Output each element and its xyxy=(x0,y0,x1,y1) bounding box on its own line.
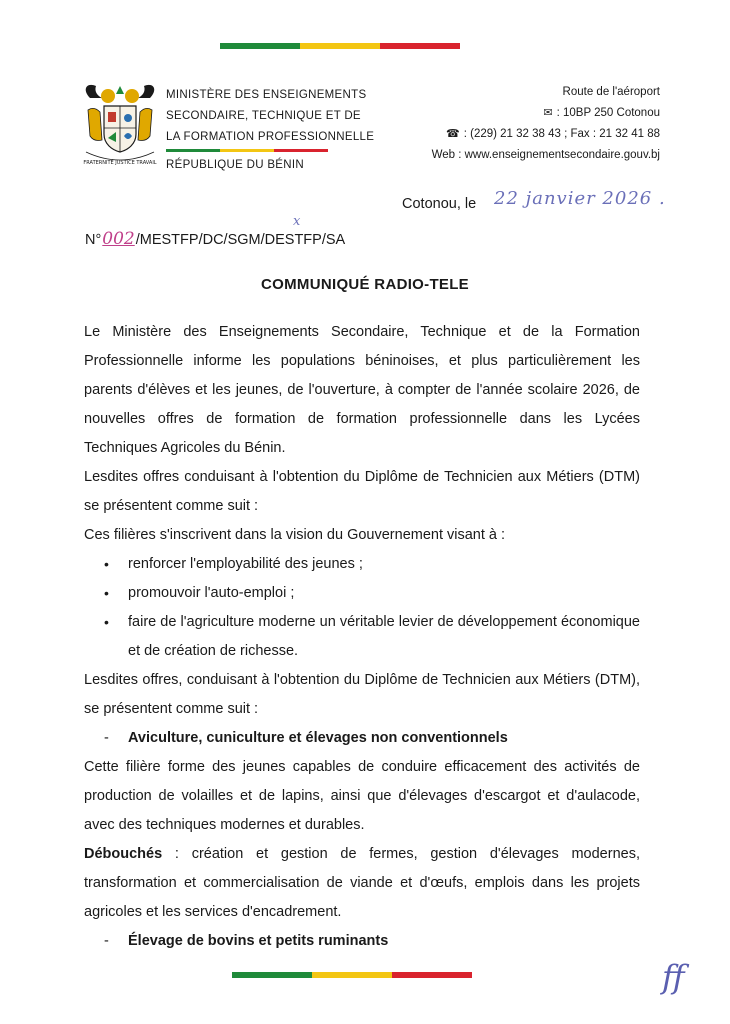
paragraph-offers-repeat: Lesdites offres, conduisant à l'obtention du Diplôme de Technicien aux Métiers (DTM), se présentent comme suit : xyxy=(84,672,640,717)
flag-stripe-bottom xyxy=(232,972,472,978)
list-item: • promouvoir l'auto-emploi ; xyxy=(84,579,640,608)
filiere-heading-2: - Élevage de bovins et petits ruminants xyxy=(84,927,640,956)
list-item: • renforcer l'employabilité des jeunes ; xyxy=(84,550,640,579)
handwritten-date: 22 janvier 2026 . xyxy=(494,188,666,209)
reference-handwritten-number: 002 xyxy=(102,229,135,249)
ministry-flag-stripe xyxy=(166,149,328,152)
coat-of-arms-emblem xyxy=(80,80,160,170)
reference-suffix: /MESTFP/DC/SGM/DESTFP/SA xyxy=(135,232,346,248)
ministry-line-2: SECONDAIRE, TECHNIQUE ET DE xyxy=(166,110,361,122)
contact-block xyxy=(432,82,660,166)
filiere-heading-1: - Aviculture, cuniculture et élevages non conventionnels xyxy=(84,724,640,753)
document-body xyxy=(84,318,640,956)
paragraph-intro: Le Ministère des Enseignements Secondaire, Technique et de la Formation Professionnelle informe les populations béninoises, et plus particulièrement les parents d'élèves et les jeunes, de l'ouverture, à compter de l'année scolaire 2026, de nouvelles offres de formation de formation professionnelle dans les Lycées Techniques Agricoles du Bénin. xyxy=(84,324,640,456)
mailbox-icon: ✉ xyxy=(543,107,553,119)
debouches-label: Débouchés xyxy=(84,846,163,862)
debouches-text: : création et gestion de fermes, gestion d'élevages modernes, transformation et commercialisation de viande et d'œufs, emplois dans les projets agricoles et les services d'encadrement. xyxy=(84,846,640,920)
reference-prefix: N° xyxy=(85,232,102,248)
reference-number xyxy=(85,229,345,249)
document-title: COMMUNIQUÉ RADIO-TELE xyxy=(261,276,469,293)
contact-po-box: : 10BP 250 Cotonou xyxy=(556,107,660,119)
dateline-place: Cotonou, le xyxy=(402,196,477,212)
contact-phone-fax: : (229) 21 32 38 43 ; Fax : 21 32 41 88 xyxy=(463,128,660,140)
paragraph-debouches xyxy=(84,840,640,927)
republic-name: RÉPUBLIQUE DU BÉNIN xyxy=(166,159,304,171)
ministry-name-block xyxy=(166,85,374,176)
handwritten-mark: x xyxy=(293,214,301,229)
contact-address: Route de l'aéroport xyxy=(562,86,660,98)
telephone-icon: ☎ xyxy=(446,128,460,140)
objectives-list xyxy=(84,550,640,666)
paragraph-filiere-1: Cette filière forme des jeunes capables de conduire efficacement des activités de production de volailles et de lapins, ainsi que d'élevages d'escargot et d'aulacode, avec des techniques modernes et durables. xyxy=(84,759,640,833)
handwritten-initials: ff xyxy=(662,958,685,996)
list-item: • faire de l'agriculture moderne un véritable levier de développement économique et de création de richesse. xyxy=(84,608,640,666)
contact-web: Web : www.enseignementsecondaire.gouv.bj xyxy=(431,149,660,161)
ministry-line-1: MINISTÈRE DES ENSEIGNEMENTS xyxy=(166,89,367,101)
flag-stripe-top xyxy=(220,43,460,49)
ministry-line-3: LA FORMATION PROFESSIONNELLE xyxy=(166,131,375,143)
paragraph-offers: Lesdites offres conduisant à l'obtention du Diplôme de Technicien aux Métiers (DTM) se présentent comme suit : xyxy=(84,469,640,514)
paragraph-vision: Ces filières s'inscrivent dans la vision du Gouvernement visant à : xyxy=(84,527,506,543)
emblem-motto: FRATERNITÉ JUSTICE TRAVAIL xyxy=(83,160,157,166)
